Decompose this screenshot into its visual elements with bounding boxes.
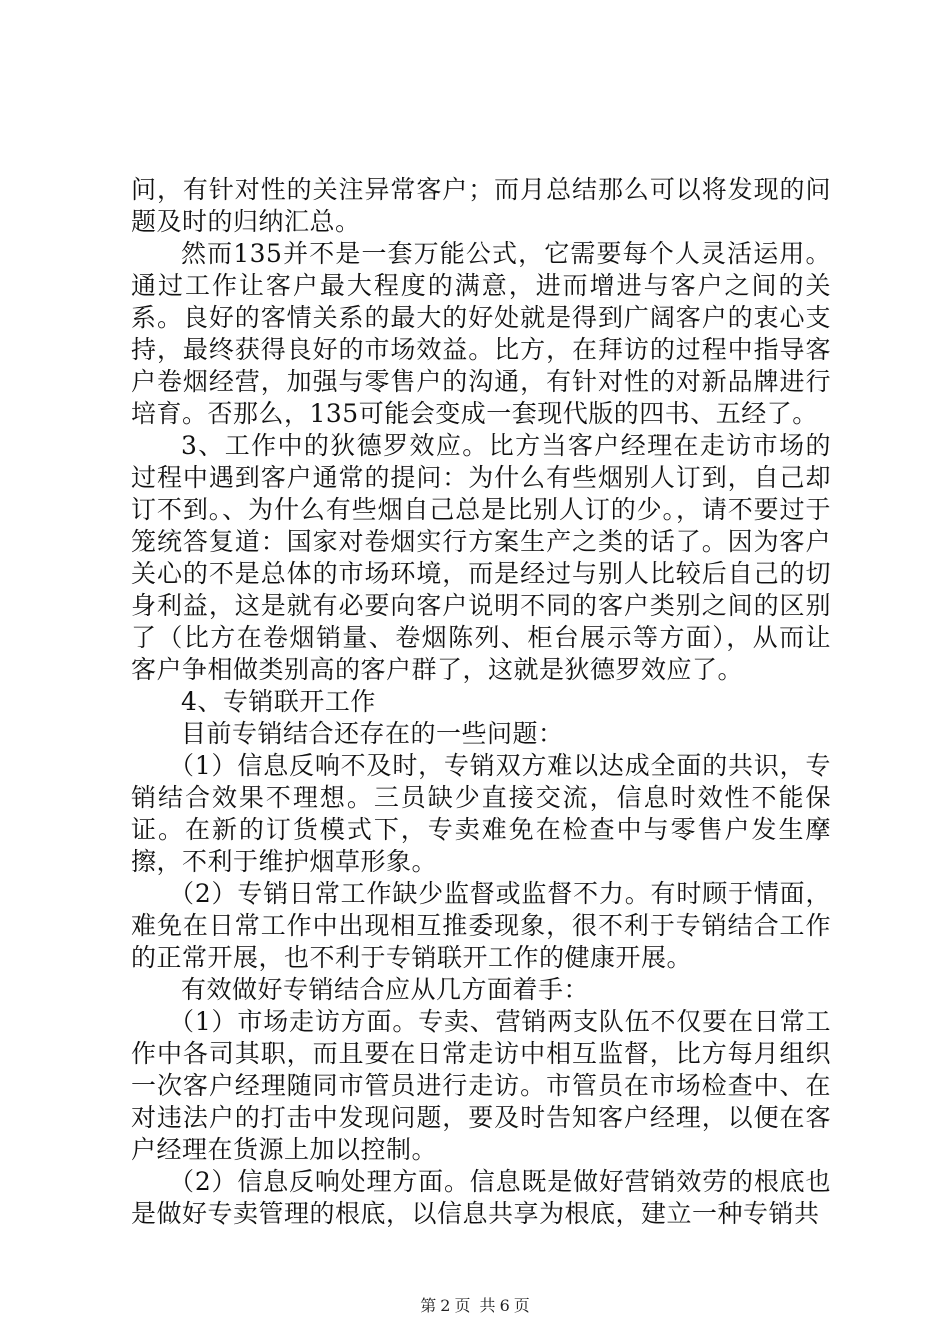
paragraph: 问，有针对性的关注异常客户；而月总结那么可以将发现的问题及时的归纳汇总。 [131,175,831,236]
page-footer [0,1296,950,1316]
list-item: （1）市场走访方面。专卖、营销两支队伍不仅要在日常工作中各司其职，而且要在日常走访中相互监督，比方每月组织一次客户经理随同市管员进行走访。市管员在市场检查中、在对违法户的打击中发现问题，要及时告知客户经理，以便在客户经理在货源上加以控制。 [131,1007,831,1164]
page-prefix: 第 [420,1296,437,1315]
total-unit: 页 [513,1296,530,1315]
list-item: （1）信息反响不及时，专销双方难以达成全面的共识，专销结合效果不理想。三员缺少直接交流，信息时效性不能保证。在新的订货模式下，专卖难免在检查中与零售户发生摩擦，不利于维护烟草形象。 [131,751,831,876]
document-body [131,174,831,1230]
page-unit: 页 [454,1296,471,1315]
total-prefix: 共 [479,1296,496,1315]
paragraph: 有效做好专销结合应从几方面着手： [181,975,590,1004]
paragraph: 目前专销结合还存在的一些问题： [181,719,564,748]
list-item: （2）专销日常工作缺少监督或监督不力。有时顾于情面，难免在日常工作中出现相互推委现象，很不利于专销结合工作的正常开展，也不利于专销联开工作的健康开展。 [131,879,831,972]
paragraph: 3、工作中的狄德罗效应。比方当客户经理在走访市场的过程中遇到客户通常的提问：为什么有些烟别人订到，自己却订不到。、为什么有些烟自己总是比别人订的少。，请不要过于笼统答复道：国家对卷烟实行方案生产之类的话了。因为客户关心的不是总体的市场环境，而是经过与别人比较后自己的切身利益，这是就有必要向客户说明不同的客户类别之间的区别了（比方在卷烟销量、卷烟陈列、柜台展示等方面），从而让客户争相做类别高的客户群了，这就是狄德罗效应了。 [131,431,831,684]
page-number: 2 [440,1296,451,1315]
list-item: （2）信息反响处理方面。信息既是做好营销效劳的根底也是做好专卖管理的根底，以信息共享为根底，建立一种专销共 [131,1167,831,1228]
total-pages: 6 [499,1296,510,1315]
paragraph: 然而135并不是一套万能公式，它需要每个人灵活运用。通过工作让客户最大程度的满意，进而增进与客户之间的关系。良好的客情关系的最大的好处就是得到广阔客户的衷心支持，最终获得良好的市场效益。比方，在拜访的过程中指导客户卷烟经营，加强与零售户的沟通，有针对性的对新品牌进行培育。否那么，135可能会变成一套现代版的四书、五经了。 [131,239,831,428]
section-heading: 4、专销联开工作 [181,687,376,716]
